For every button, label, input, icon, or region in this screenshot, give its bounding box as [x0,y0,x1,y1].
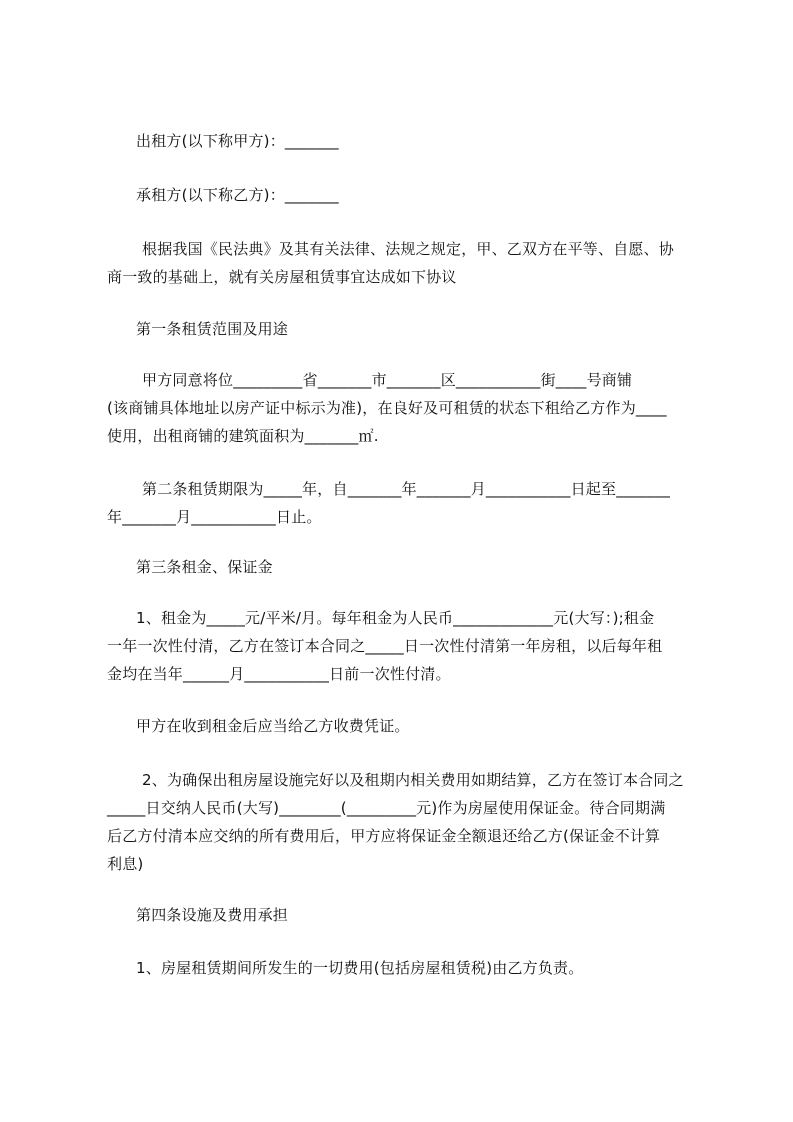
article1-line-2: (该商铺具体地址以房产证中标示为准)，在良好及可租赁的状态下租给乙方作为____ [107,399,667,417]
article1-line-3: 使用，出租商铺的建筑面积为_______㎡. [107,427,379,445]
article3-heading: 第三条租金、保证金 [136,558,273,576]
article4-heading: 第四条设施及费用承担 [136,906,289,924]
lessor-line: 出租方(以下称甲方)：_______ [136,132,339,150]
lessee-line: 承租方(以下称乙方)：_______ [136,186,339,204]
article3-clause2-line-4: 利息) [107,855,144,873]
article3-clause2-line-2: _____日交纳人民币(大写)________(_________元)作为房屋使用保证金。待合同期满 [107,799,666,817]
article3-clause1-line-3: 金均在当年______月___________日前一次性付清。 [107,665,451,683]
preamble-line-2: 商一致的基础上，就有关房屋租赁事宜达成如下协议 [107,268,457,286]
article3-clause1-line-1: 1、租金为_____元/平米/月。每年租金为人民币_____________元(大写：);租金 [136,609,655,627]
article1-line-1: 甲方同意将位_________省_______市_______区___________街____号商铺 [142,371,633,389]
article3-receipt: 甲方在收到租金后应当给乙方收费凭证。 [136,717,410,735]
article3-clause2-line-3: 后乙方付清本应交纳的所有费用后，甲方应将保证金全额退还给乙方(保证金不计算 [107,827,661,845]
article1-heading: 第一条租赁范围及用途 [136,320,289,338]
preamble-line-1: 根据我国《民法典》及其有关法律、法规之规定，甲、乙双方在平等、自愿、协 [142,240,675,258]
article3-clause1-line-2: 一年一次性付清，乙方在签订本合同之_____日一次性付清第一年房租，以后每年租 [107,637,663,655]
article3-clause2-line-1: 2、为确保出租房屋设施完好以及租期内相关费用如期结算，乙方在签订本合同之 [142,771,684,789]
article2-line-1: 第二条租赁期限为_____年，自_______年_______月___________日起至_______ [142,480,671,498]
article4-clause1: 1、房屋租赁期间所发生的一切费用(包括房屋租赁税)由乙方负责。 [136,959,584,977]
article2-line-2: 年_______月___________日止。 [107,508,322,526]
